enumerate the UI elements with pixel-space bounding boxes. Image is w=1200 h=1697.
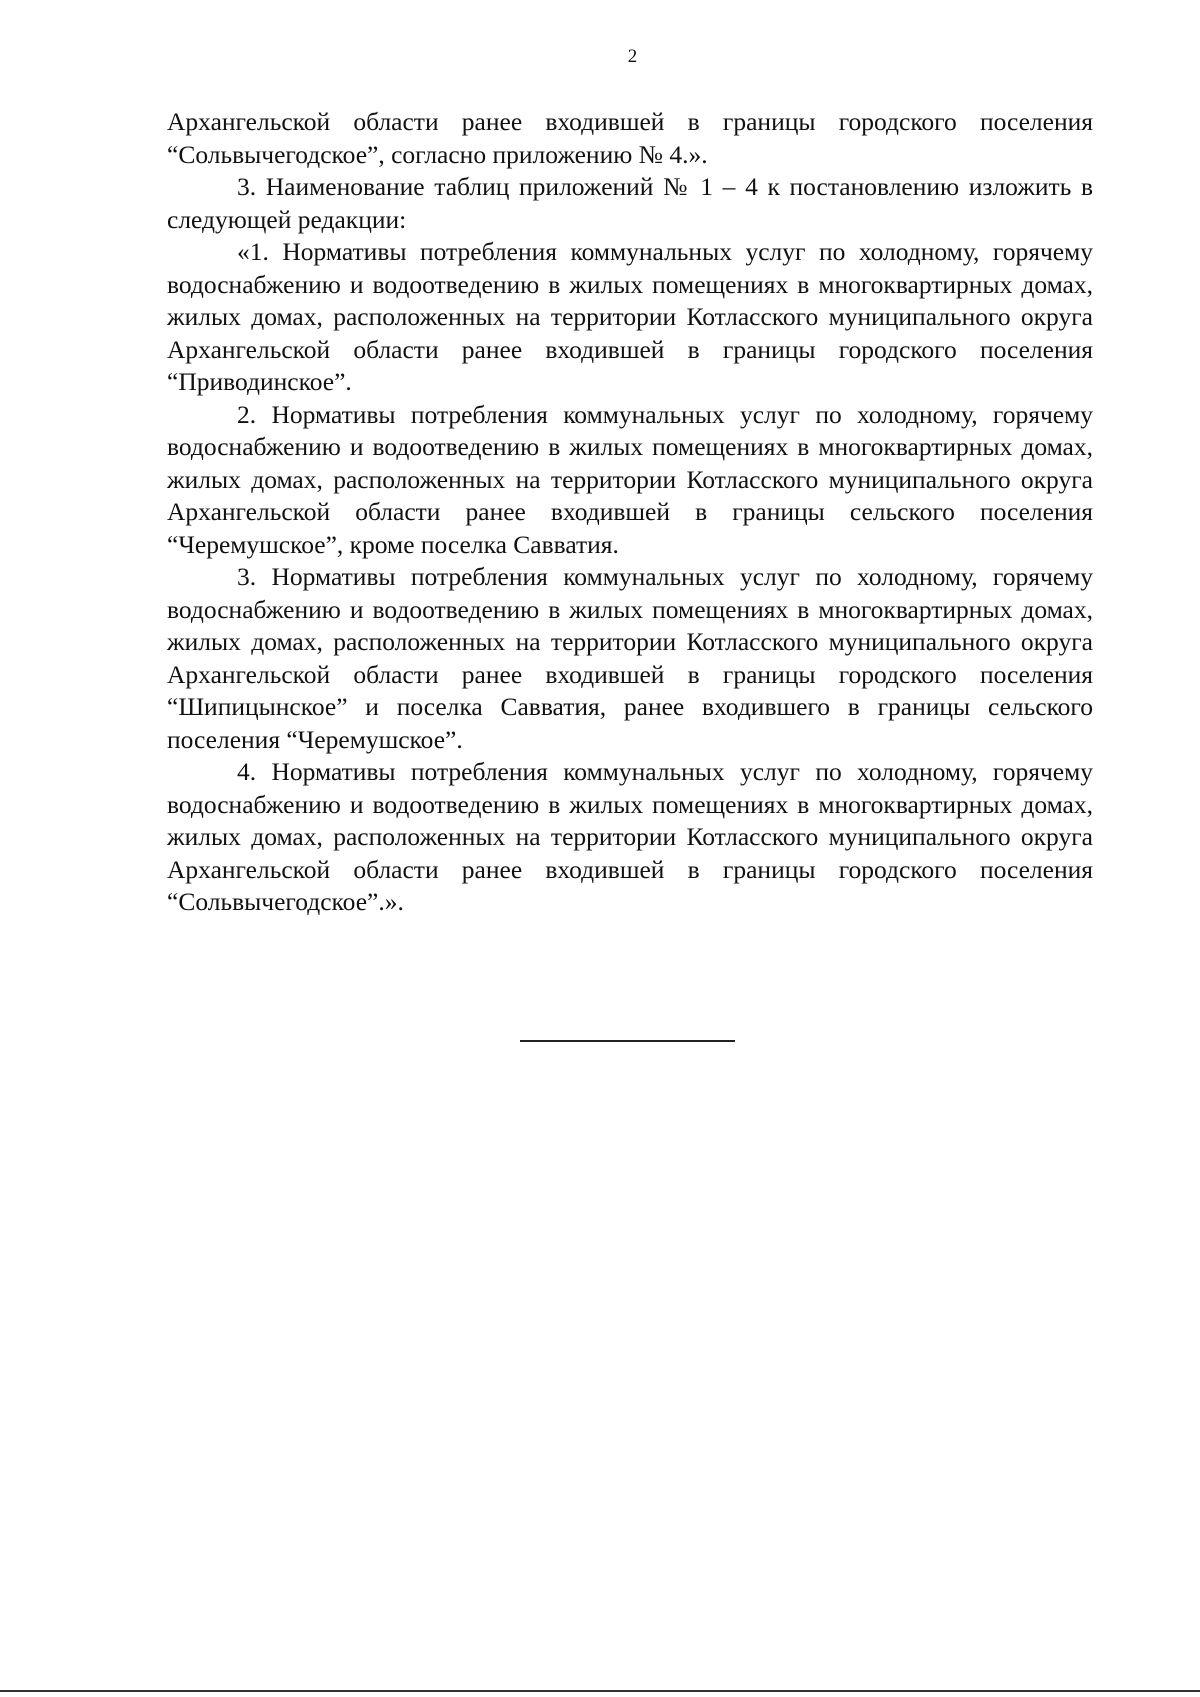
document-body [167, 106, 1093, 919]
page-number: 2 [627, 46, 638, 67]
end-of-document-divider [520, 1040, 735, 1042]
paragraph-continuation: Архангельской области ранее входившей в границы городского поселения “Сольвычегодское”, согласно приложению № 4.». [167, 107, 1093, 169]
scan-bottom-edge-line [0, 1690, 1200, 1692]
paragraph-table-3-title: 3. Нормативы потребления коммунальных услуг по холодному, горячему водоснабжению и водоотведению в жилых помещениях в многоквартирных домах, жилых домах, расположенных на территории Котласского муниципального округа Архангельской области ранее входившей в границы городского поселения “Шипицынское” и поселка Савватия, ранее входившего в границы сельского поселения “Черемушское”. [167, 562, 1093, 754]
paragraph-table-2-title: 2. Нормативы потребления коммунальных услуг по холодному, горячему водоснабжению и водоотведению в жилых помещениях в многоквартирных домах, жилых домах, расположенных на территории Котласского муниципального округа Архангельской области ранее входившей в границы сельского поселения “Черемушское”, кроме поселка Савватия. [167, 399, 1093, 559]
paragraph-table-4-title: 4. Нормативы потребления коммунальных услуг по холодному, горячему водоснабжению и водоотведению в жилых помещениях в многоквартирных домах, жилых домах, расположенных на территории Котласского муниципального округа Архангельской области ранее входившей в границы городского поселения “Сольвычегодское”.». [167, 757, 1093, 916]
paragraph-table-1-title: «1. Нормативы потребления коммунальных услуг по холодному, горячему водоснабжению и водоотведению в жилых помещениях в многоквартирных домах, жилых домах, расположенных на территории Котласского муниципального округа Архангельской области ранее входившей в границы городского поселения “Приводинское”. [167, 237, 1093, 396]
paragraph-item-3: 3. Наименование таблиц приложений № 1 – 4 к постановлению изложить в следующей редакции: [167, 172, 1093, 234]
